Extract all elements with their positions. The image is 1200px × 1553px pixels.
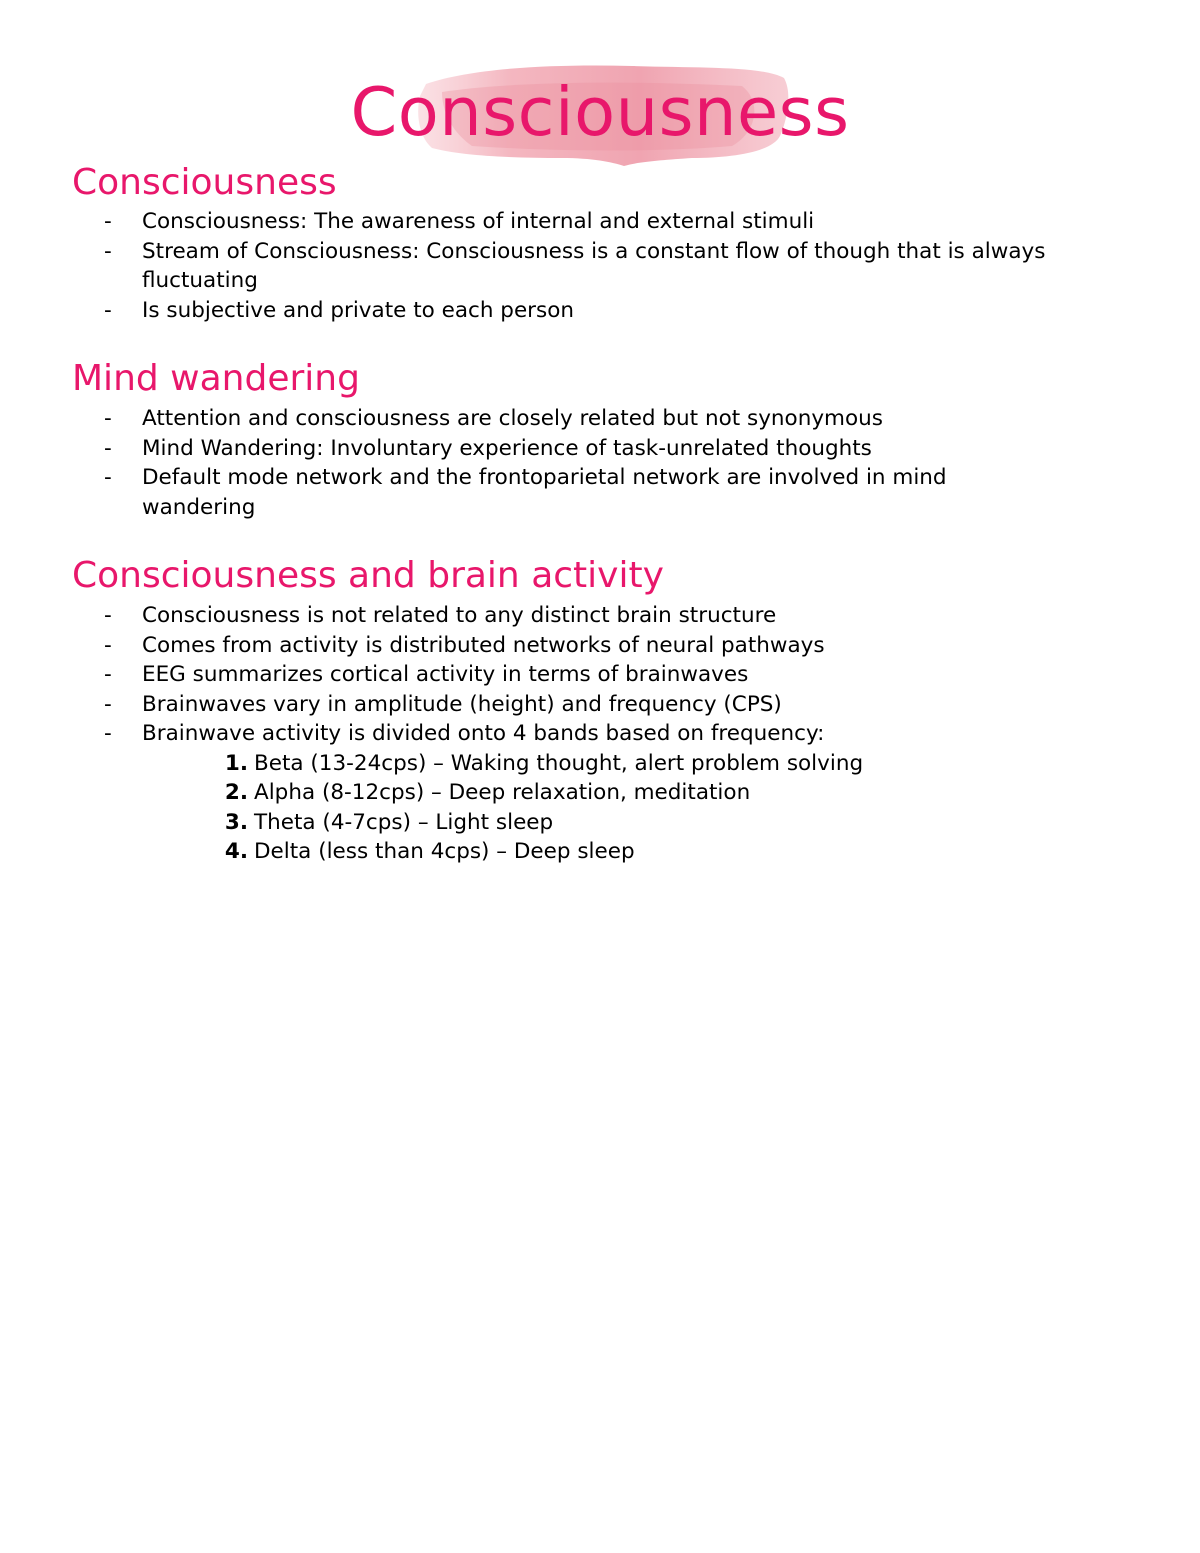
- list-item: - Brainwaves vary in amplitude (height) and frequency (CPS): [104, 691, 782, 717]
- band-item: 3. Theta (4-7cps) – Light sleep: [224, 809, 554, 835]
- section-heading-brain-activity: Consciousness and brain activity: [72, 555, 664, 596]
- list-item: - Consciousness: The awareness of internal and external stimuli: [104, 209, 815, 234]
- section-heading-consciousness: Consciousness: [72, 162, 337, 203]
- list-item: - Consciousness is not related to any distinct brain structure: [104, 603, 777, 628]
- brainwave-bands-list: [142, 749, 1062, 867]
- title-block: [0, 62, 1200, 172]
- bullet-list-mind-wandering: [0, 404, 1062, 522]
- section-heading-mind-wandering: Mind wandering: [72, 358, 360, 399]
- band-item: 2. Alpha (8-12cps) – Deep relaxation, meditation: [224, 780, 751, 806]
- band-item: 4. Delta (less than 4cps) – Deep sleep: [224, 839, 635, 865]
- list-item: - Brainwave activity is divided onto 4 bands based on frequency: 1. Beta (13-24cps) – Waking thought, alert problem solving 2. Alpha (8-12cps) – Deep relaxation, meditation 3. Theta (4-7cps) – Light sleep 4. Delta (less than 4cps) – Deep sleep: [0, 719, 1062, 866]
- band-item: 1. Beta (13-24cps) – Waking thought, alert problem solving: [224, 750, 864, 776]
- list-item: - Default mode network and the frontoparietal network are involved in mind wandering: [104, 465, 947, 520]
- list-item: - Is subjective and private to each person: [104, 297, 574, 323]
- list-item: - Comes from activity is distributed networks of neural pathways: [104, 632, 825, 658]
- list-item: - EEG summarizes cortical activity in terms of brainwaves: [104, 662, 749, 688]
- list-item: - Mind Wandering: Involuntary experience of task-unrelated thoughts: [104, 435, 872, 461]
- list-item: - Attention and consciousness are closely related but not synonymous: [104, 406, 883, 431]
- bullet-list-consciousness: [0, 207, 1062, 325]
- list-item: - Stream of Consciousness: Consciousness is a constant flow of though that is always fluctuating: [104, 238, 1046, 294]
- document-title: Consciousness: [350, 73, 850, 151]
- bullet-list-brain-activity: [0, 601, 1062, 867]
